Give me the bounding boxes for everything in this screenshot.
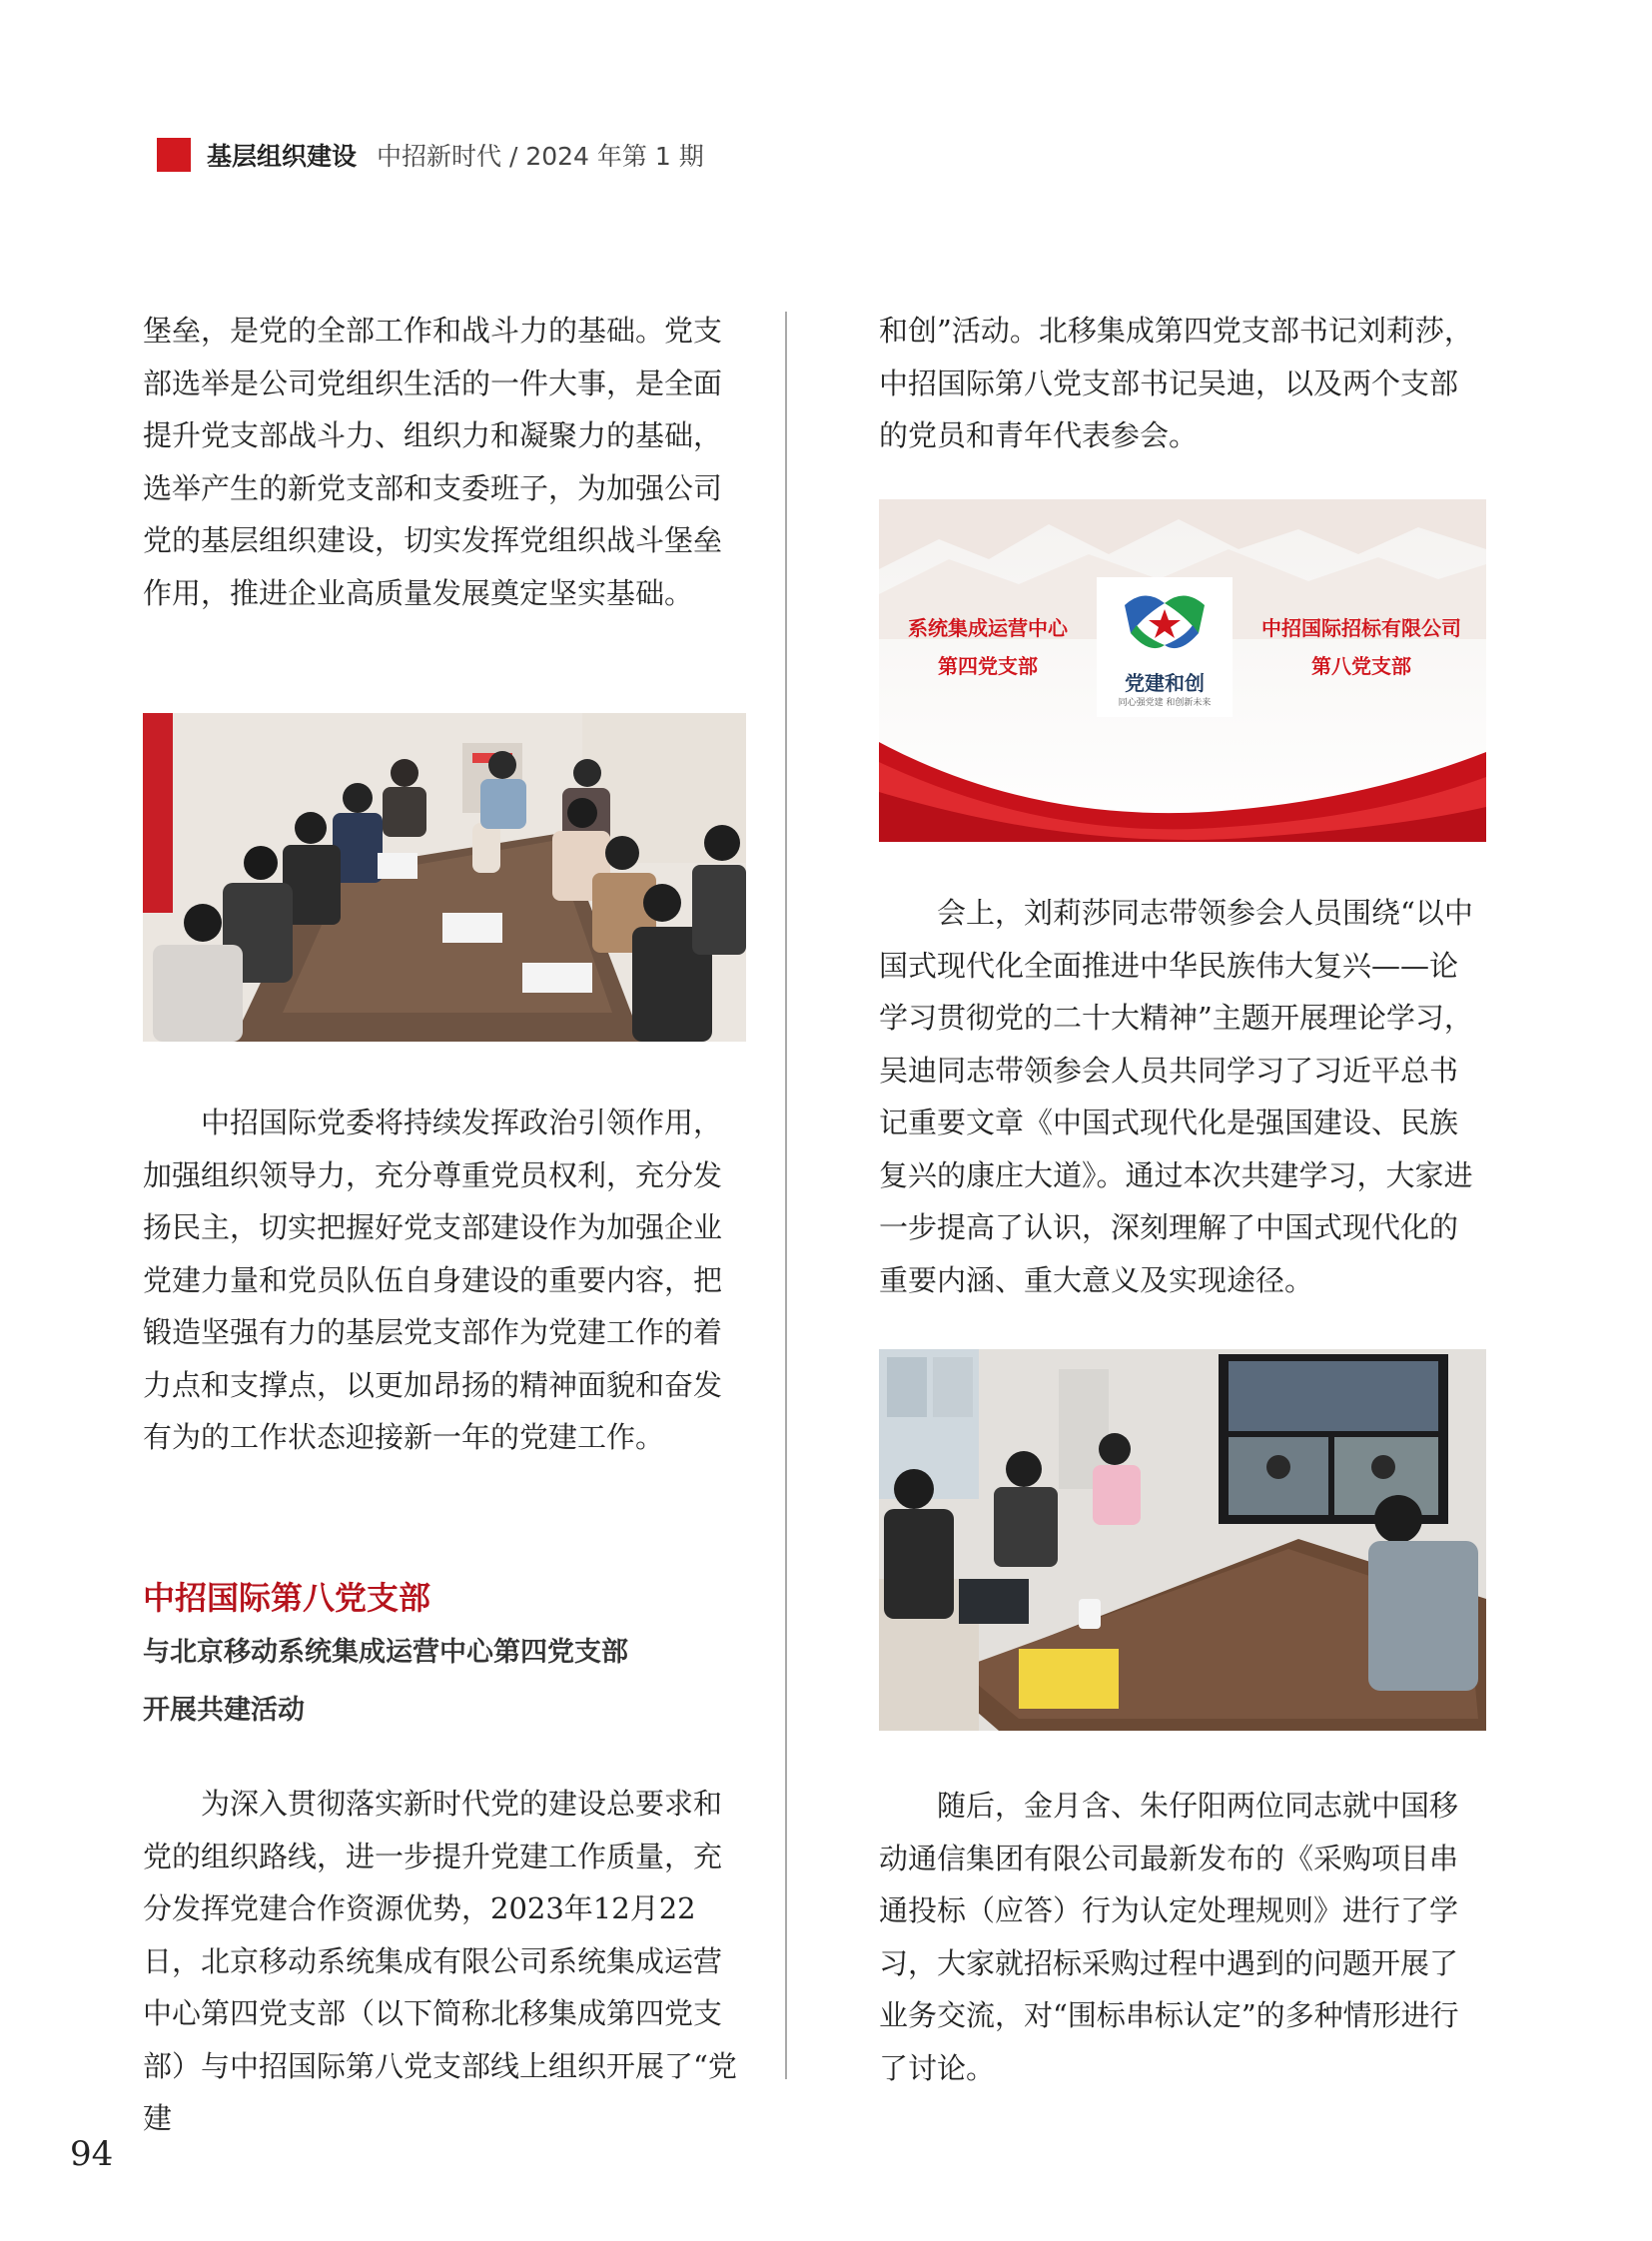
logo-slogan: 同心强党建 和创新未来 xyxy=(1118,698,1212,708)
logo-emblem-icon xyxy=(1115,585,1215,663)
banner-left-line-1: 系统集成运营中心 xyxy=(908,616,1068,640)
left-paragraph-3: 为深入贯彻落实新时代党的建设总要求和党的组织路线，进一步提升党建工作质量，充分发挥党建合作资源优势，2023年12月22日，北京移动系统集成有限公司系统集成运营中心第四党支部（以下简称北移集成第四党支部）与中招国际第八党支部线上组织开展了“党建 xyxy=(143,1787,737,2135)
banner-left-line-2: 第四党支部 xyxy=(938,654,1038,678)
left-paragraph-1: 堡垒，是党的全部工作和战斗力的基础。党支部选举是公司党组织生活的一件大事，是全面提升党支部战斗力、组织力和凝聚力的基础，选举产生的新党支部和支委班子，为加强公司党的基层组织建设，切实发挥党组织战斗堡垒作用，推进企业高质量发展奠定坚实基础。 xyxy=(143,314,723,610)
banner-right-line-1: 中招国际招标有限公司 xyxy=(1261,616,1461,640)
right-paragraph-3: 随后，金月含、朱仔阳两位同志就中国移动通信集团有限公司最新发布的《采购项目串通投标（应答）行为认定处理规则》进行了学习，大家就招标采购过程中遇到的问题开展了业务交流，对“围标串标认定”的多种情形进行了讨论。 xyxy=(879,1789,1459,2085)
left-paragraph-2: 中招国际党委将持续发挥政治引领作用，加强组织领导力，充分尊重党员权利，充分发扬民主，切实把握好党支部建设作为加强企业党建力量和党员队伍自身建设的重要内容，把锻造坚强有力的基层党支部作为党建工作的着力点和支撑点，以更加昂扬的精神面貌和奋发有为的工作状态迎接新一年的党建工作。 xyxy=(143,1106,723,1454)
column-divider xyxy=(785,312,787,2079)
logo-title: 党建和创 xyxy=(1125,671,1205,695)
section-subheading-2: 开展共建活动 xyxy=(143,1695,305,1726)
meeting-photo-1 xyxy=(143,713,746,1042)
section-subheading-1: 与北京移动系统集成运营中心第四党支部 xyxy=(143,1637,628,1668)
co-building-banner xyxy=(879,499,1486,842)
section-heading: 中招国际第八党支部 xyxy=(143,1579,431,1617)
banner-right-label xyxy=(1237,609,1486,685)
banner-right-line-2: 第八党支部 xyxy=(1311,654,1411,678)
party-building-logo xyxy=(1097,577,1233,717)
right-paragraph-1: 和创”活动。北移集成第四党支部书记刘莉莎，中招国际第八党支部书记吴迪，以及两个支部的党员和青年代表参会。 xyxy=(879,314,1473,452)
section-title: 基层组织建设 xyxy=(207,142,358,171)
issue-label: 中招新时代 / 2024 年第 1 期 xyxy=(377,142,704,171)
page-header xyxy=(157,138,704,172)
red-ribbon-wave xyxy=(879,732,1486,842)
meeting-photo-2 xyxy=(879,1349,1486,1731)
right-paragraph-2: 会上，刘莉莎同志带领参会人员围绕“以中国式现代化全面推进中华民族伟大复兴——论学习贯彻党的二十大精神”主题开展理论学习，吴迪同志带领参会人员共同学习了习近平总书记重要文章《中国式现代化是强国建设、民族复兴的康庄大道》。通过本次共建学习，大家进一步提高了认识，深刻理解了中国式现代化的重要内涵、重大意义及实现途径。 xyxy=(879,896,1473,1297)
section-marker xyxy=(157,138,191,172)
page-number: 94 xyxy=(70,2134,114,2174)
banner-left-label xyxy=(879,609,1097,685)
